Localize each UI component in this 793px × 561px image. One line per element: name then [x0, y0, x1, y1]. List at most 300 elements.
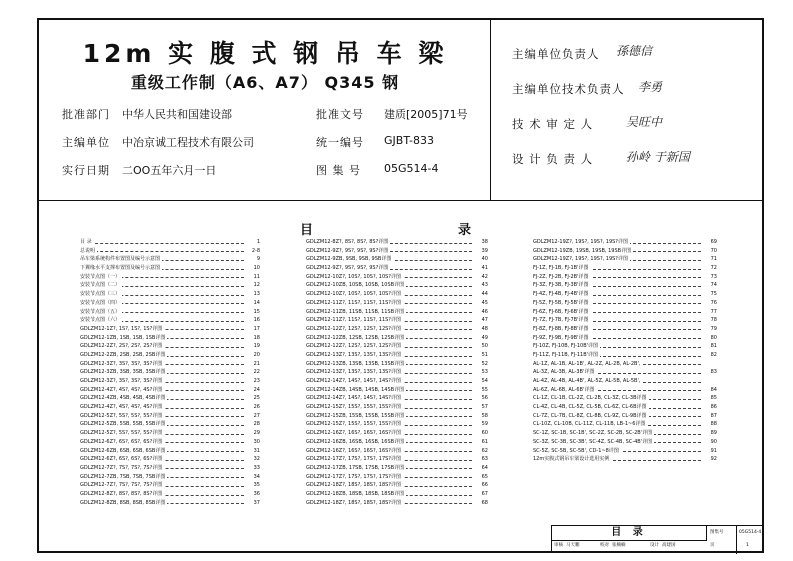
atlas-no: 05G514-4 [384, 162, 439, 175]
toc-entry-title: AL-1Z, AL-1B, AL-1B', AL-2Z, AL-2B, AL-2B', [533, 360, 641, 367]
toc-row [533, 308, 717, 317]
toc-entry-title: GDLZM12-13Z?, 13S?, 13S?, 13S?详图 [306, 369, 401, 376]
toc-entry-title: GDLZM12-9Z?, 9S?, 9S?, 9S?详图 [306, 265, 389, 272]
title-block-design-name: 高建国 [662, 543, 676, 548]
toc-row [80, 368, 260, 377]
toc-row [80, 290, 260, 299]
toc-entry-title: GDLZM12-19Z?, 19S?, 19S?, 19S?详图 [533, 256, 628, 263]
toc-title-left: 目 [300, 223, 314, 238]
toc-entry-page: 71 [703, 255, 717, 264]
toc-entry-title: AL-6Z, AL-6B, AL-6B'详图 [533, 386, 595, 393]
title-block-page-no: 1 [746, 543, 749, 548]
toc-row [80, 386, 260, 395]
title-block-atlas-label: 图集号 [710, 530, 724, 535]
toc-entry-page: 79 [703, 325, 717, 334]
toc-entry-title: GDLZM12-3Z?, 3S?, 3S?, 3S?详图 [80, 378, 163, 384]
toc-row [306, 290, 488, 299]
toc-entry-page: 1 [246, 238, 260, 247]
toc-entry-page: 58 [474, 412, 488, 421]
toc-row [80, 394, 260, 403]
toc-entry-page: 62 [474, 447, 488, 456]
toc-entry-title: GDLZM12-16ZB, 16SB, 16SB, 16SB详图 [306, 438, 405, 445]
toc-entry-page: 72 [703, 264, 717, 273]
toc-entry-title: GDLZM12-8Z?, 8S?, 8S?, 8S?详图 [80, 490, 163, 497]
toc-entry-page: 35 [246, 481, 260, 490]
toc-row [533, 299, 717, 308]
toc-row [306, 247, 488, 256]
toc-entry-title: GDLZM12-1Z?, 1S?, 1S?, 1S?详图 [80, 325, 163, 332]
resp-tech-signature: 李勇 [638, 80, 663, 94]
toc-row [533, 412, 717, 421]
toc-row [80, 412, 260, 421]
toc-entry-title: GDLZM12-12Z?, 12S?, 12S?, 12S?详图 [306, 325, 401, 332]
toc-entry-page: 16 [246, 316, 260, 325]
toc-entry-title: GDLZM12-5Z?, 5S?, 5S?, 5S?详图 [80, 412, 163, 419]
toc-row [306, 481, 488, 490]
toc-entry-title: CL-7Z, CL-7B, CL-8Z, CL-8B, CL-9Z, CL-9B详图 [533, 412, 647, 419]
toc-entry-title: GDLZM12-16Z?, 16S?, 16S?, 16S?详图 [306, 447, 401, 454]
toc-entry-page: 47 [474, 316, 488, 325]
toc-entry-page: 81 [703, 342, 717, 351]
toc-entry-title: AL-3Z, AL-3B, AL-3B'详图 [533, 369, 595, 376]
toc-row [533, 368, 717, 377]
resp-design-signature: 孙岭 于新国 [626, 150, 690, 164]
toc-row [533, 325, 717, 334]
toc-entry-title: GDLZM12-6Z?, 6S?, 6S?, 6S?详图 [80, 456, 163, 463]
toc-entry-page: 65 [474, 473, 488, 482]
toc-entry-title: 安装节点图（一） [80, 273, 121, 280]
toc-entry-title: GDLZM12-9ZB, 9SB, 9SB, 9SB详图 [306, 256, 392, 263]
toc-row [533, 420, 717, 429]
toc-entry-page: 42 [474, 273, 488, 282]
toc-entry-title: GDLZM12-4ZB, 4SB, 4SB, 4SB详图 [80, 395, 166, 402]
unified-no-label: 统一编号 [316, 136, 364, 149]
title-block-review-label: 审核 [554, 543, 563, 548]
resp-review-signature: 吴旺中 [626, 115, 663, 129]
toc-entry-page: 43 [474, 281, 488, 290]
toc-entry-page: 90 [703, 438, 717, 447]
toc-entry-title: GDLZM12-17Z?, 17S?, 17S?, 17S?详图 [306, 456, 401, 463]
toc-column-2 [306, 238, 488, 507]
toc-row [80, 325, 260, 334]
toc-row [306, 255, 488, 264]
toc-row [80, 316, 260, 325]
toc-row [80, 264, 260, 273]
toc-row [80, 351, 260, 360]
impl-date-label: 实行日期 [62, 164, 110, 177]
resp-chief-label: 主编单位负责人 [512, 47, 600, 61]
toc-entry-page: 41 [474, 264, 488, 273]
toc-entry-page: 36 [246, 490, 260, 499]
toc-leader [80, 243, 244, 244]
title-block-design-label: 设计 [650, 543, 659, 548]
toc-entry-page: 60 [474, 429, 488, 438]
toc-row [306, 438, 488, 447]
toc-entry-page: 75 [703, 290, 717, 299]
toc-entry-title: FJ-10Z, FJ-10B, FJ-10B'详图 [533, 343, 599, 350]
toc-row [533, 334, 717, 343]
toc-entry-title: GDLZM12-6ZB, 6SB, 6SB, 6SB详图 [80, 447, 166, 454]
toc-row [533, 386, 717, 395]
toc-row [80, 308, 260, 317]
toc-row [306, 264, 488, 273]
toc-entry-page: 34 [246, 473, 260, 482]
toc-entry-title: GDLZM12-9Z?, 9S?, 9S?, 9S?详图 [306, 247, 389, 254]
toc-row [306, 490, 488, 499]
toc-entry-title: FJ-3Z, FJ-3B, FJ-3B'详图 [533, 282, 589, 289]
toc-entry-title: GDLZM12-6Z?, 6S?, 6S?, 6S?详图 [80, 438, 163, 445]
atlas-title: 12m 实 腹 式 钢 吊 车 梁 [82, 39, 448, 68]
toc-entry-title: SC-3Z, SC-3B, SC-3B', SC-4Z, SC-4B, SC-4B'详图 [533, 438, 653, 445]
toc-entry-page: 19 [246, 342, 260, 351]
toc-entry-page: 54 [474, 377, 488, 386]
toc-entry-title: 安装节点图（四） [80, 299, 121, 306]
toc-entry-title: AL-4Z, AL-4B, AL-4B', AL-5Z, AL-5B, AL-5B', [533, 378, 641, 384]
toc-entry-page: 27 [246, 412, 260, 421]
toc-row [80, 255, 260, 264]
toc-entry-page: 77 [703, 308, 717, 317]
toc-entry-page: 39 [474, 247, 488, 256]
toc-entry-page: 63 [474, 455, 488, 464]
toc-row [306, 386, 488, 395]
toc-entry-page: 89 [703, 429, 717, 438]
toc-row [306, 273, 488, 282]
toc-entry-title: GDLZM12-1ZB, 1SB, 1SB, 1SB详图 [80, 334, 166, 341]
toc-entry-page: 92 [703, 455, 717, 464]
toc-entry-page: 45 [474, 299, 488, 308]
toc-leader [80, 251, 244, 252]
resp-review-label: 技 术 审 定 人 [512, 117, 594, 131]
toc-entry-title: GDLZM12-10Z?, 10S?, 10S?, 10S?详图 [306, 291, 401, 298]
toc-entry-title: 总说明 [80, 247, 96, 254]
toc-entry-title: GDLZM12-2Z?, 2S?, 2S?, 2S?详图 [80, 343, 163, 350]
approve-doc: 建质[2005]71号 [384, 108, 468, 121]
toc-row [80, 247, 260, 256]
toc-row [80, 377, 260, 386]
toc-entry-page: 15 [246, 308, 260, 317]
toc-entry-title: CL-1Z, CL-1B, CL-2Z, CL-2B, CL-3Z, CL-3B详图 [533, 395, 647, 402]
toc-entry-page: 22 [246, 368, 260, 377]
toc-row [533, 316, 717, 325]
toc-entry-title: GDLZM12-13ZB, 13SB, 13SB, 13SB详图 [306, 360, 405, 367]
toc-entry-page: 82 [703, 351, 717, 360]
toc-entry-page: 28 [246, 420, 260, 429]
header-divider [37, 200, 764, 201]
toc-entry-page: 49 [474, 334, 488, 343]
toc-row [306, 464, 488, 473]
toc-entry-title: GDLZM12-5ZB, 5SB, 5SB, 5SB详图 [80, 421, 166, 428]
toc-entry-title: GDLZM12-15ZB, 15SB, 15SB, 15SB详图 [306, 412, 405, 419]
toc-row [80, 238, 260, 247]
toc-row [533, 342, 717, 351]
toc-entry-title: FJ-6Z, FJ-6B, FJ-6B'详图 [533, 308, 589, 315]
toc-entry-title: GDLZM12-7Z?, 7S?, 7S?, 7S?详图 [80, 464, 163, 471]
toc-entry-page: 76 [703, 299, 717, 308]
toc-entry-page: 46 [474, 308, 488, 317]
toc-column-3 [533, 238, 717, 464]
toc-entry-page: 66 [474, 481, 488, 490]
toc-entry-title: FJ-1Z, FJ-1B, FJ-1B'详图 [533, 265, 589, 272]
toc-entry-page: 51 [474, 351, 488, 360]
toc-entry-page: 17 [246, 325, 260, 334]
toc-entry-title: GDLZM12-8ZB, 8SB, 8SB, 8SB详图 [80, 499, 166, 506]
toc-entry-page: 31 [246, 447, 260, 456]
toc-row [80, 429, 260, 438]
toc-entry-page: 61 [474, 438, 488, 447]
toc-row [80, 403, 260, 412]
toc-row [80, 464, 260, 473]
toc-row [306, 299, 488, 308]
toc-entry-page: 56 [474, 394, 488, 403]
toc-entry-page: 88 [703, 420, 717, 429]
toc-row [306, 420, 488, 429]
toc-entry-title: CL-10Z, CL-10B, CL-11Z, CL-11B, LB-1~6详图 [533, 421, 646, 428]
toc-entry-title: GDLZM12-10ZB, 10SB, 10SB, 10SB详图 [306, 282, 405, 289]
toc-entry-title: FJ-5Z, FJ-5B, FJ-5B'详图 [533, 299, 589, 306]
toc-entry-page: 50 [474, 342, 488, 351]
toc-row [80, 481, 260, 490]
toc-row [533, 290, 717, 299]
toc-entry-title: GDLZM12-4Z?, 4S?, 4S?, 4S?详图 [80, 404, 163, 411]
toc-entry-page: 9 [246, 255, 260, 264]
toc-row [533, 403, 717, 412]
resp-design-label: 设 计 负 责 人 [512, 152, 594, 166]
atlas-no-label: 图 集 号 [316, 164, 361, 177]
toc-row [306, 473, 488, 482]
toc-row [306, 281, 488, 290]
toc-entry-page: 32 [246, 455, 260, 464]
toc-row [306, 325, 488, 334]
toc-entry-page: 86 [703, 403, 717, 412]
toc-entry-title: FJ-11Z, FJ-11B, FJ-11B'详图 [533, 351, 599, 358]
toc-entry-title: FJ-2Z, FJ-2B, FJ-2B'详图 [533, 273, 589, 280]
toc-row [306, 403, 488, 412]
toc-entry-title: 安装节点图（三） [80, 291, 121, 298]
toc-entry-title: 吊车梁系统构件布置图及编号示意图 [80, 256, 161, 263]
toc-entry-page: 38 [474, 238, 488, 247]
toc-entry-page: 12 [246, 281, 260, 290]
toc-row [306, 308, 488, 317]
toc-entry-title: GDLZM12-8Z?, 8S?, 8S?, 8S?详图 [306, 239, 389, 245]
editor-unit-label: 主编单位 [62, 136, 110, 149]
toc-entry-title: SC-1Z, SC-1B, SC-1B', SC-2Z, SC-2B, SC-2B'详图 [533, 430, 653, 437]
toc-entry-title: GDLZM12-12ZB, 12SB, 12SB, 12SB详图 [306, 334, 405, 341]
toc-entry-title: GDLZM12-11Z?, 11S?, 11S?, 11S?详图 [306, 317, 401, 324]
unified-no: GJBT-833 [384, 134, 434, 147]
toc-entry-title: GDLZM12-5Z?, 5S?, 5S?, 5S?详图 [80, 430, 163, 437]
toc-entry-page: 40 [474, 255, 488, 264]
toc-entry-title: GDLZM12-18Z?, 18S?, 18S?, 18S?详图 [306, 482, 401, 489]
toc-row [80, 273, 260, 282]
toc-row [306, 447, 488, 456]
impl-date: 二OO五年六月一日 [122, 164, 217, 177]
title-block-atlas-no: 05G514-4 [739, 530, 762, 535]
toc-row [306, 238, 488, 247]
toc-entry-title: FJ-7Z, FJ-7B, FJ-7B'详图 [533, 317, 589, 324]
toc-row [533, 273, 717, 282]
toc-entry-title: GDLZM12-18Z?, 18S?, 18S?, 18S?详图 [306, 499, 401, 506]
toc-entry-title: GDLZM12-3Z?, 3S?, 3S?, 3S?详图 [80, 360, 163, 367]
toc-row [80, 281, 260, 290]
toc-row [306, 455, 488, 464]
title-block-check-label: 校对 [600, 543, 609, 548]
toc-entry-page: 48 [474, 325, 488, 334]
toc-entry-page: 91 [703, 447, 717, 456]
toc-entry-page: 78 [703, 316, 717, 325]
toc-row [80, 490, 260, 499]
toc-entry-title: GDLZM12-17ZB, 17SB, 17SB, 17SB详图 [306, 464, 405, 471]
toc-row [533, 438, 717, 447]
toc-entry-title: GDLZM12-3ZB, 3SB, 3SB, 3SB详图 [80, 369, 166, 376]
toc-entry-title: GDLZM12-19ZB, 19SB, 19SB, 19SB详图 [533, 247, 632, 254]
toc-entry-page: 87 [703, 412, 717, 421]
toc-entry-page: 69 [703, 238, 717, 247]
toc-entry-page: 2-8 [246, 247, 260, 256]
toc-row [80, 455, 260, 464]
toc-entry-page: 74 [703, 281, 717, 290]
toc-row [80, 420, 260, 429]
toc-row [306, 499, 488, 508]
toc-entry-page: 10 [246, 264, 260, 273]
toc-entry-title: GDLZM12-14ZB, 14SB, 14SB, 14SB详图 [306, 386, 405, 393]
editor-unit: 中冶京诚工程技术有限公司 [122, 136, 254, 149]
toc-entry-page: 29 [246, 429, 260, 438]
toc-entry-page: 80 [703, 334, 717, 343]
toc-entry-title: GDLZM12-14Z?, 14S?, 14S?, 14S?详图 [306, 395, 401, 402]
atlas-subtitle: 重级工作制（A6、A7） Q345 钢 [130, 73, 400, 92]
approve-doc-label: 批准文号 [316, 108, 364, 121]
toc-entry-page: 24 [246, 386, 260, 395]
resp-chief-signature: 孫德信 [616, 44, 653, 58]
toc-entry-title: GDLZM12-16Z?, 16S?, 16S?, 16S?详图 [306, 430, 401, 437]
toc-entry-title: GDLZM12-4Z?, 4S?, 4S?, 4S?详图 [80, 386, 163, 393]
toc-entry-page: 44 [474, 290, 488, 299]
toc-row [306, 351, 488, 360]
toc-row [306, 342, 488, 351]
toc-entry-page: 55 [474, 386, 488, 395]
toc-entry-page: 70 [703, 247, 717, 256]
toc-row [533, 351, 717, 360]
toc-entry-title: GDLZM12-13Z?, 13S?, 13S?, 13S?详图 [306, 351, 401, 358]
resp-tech-label: 主编单位技术负责人 [512, 82, 625, 96]
toc-row [80, 499, 260, 508]
toc-row [80, 360, 260, 369]
toc-entry-title: 12m实腹式钢吊车梁设计选用实例 [533, 456, 610, 463]
toc-entry-page: 84 [703, 386, 717, 395]
toc-entry-page: 83 [703, 368, 717, 377]
toc-entry-page: 20 [246, 351, 260, 360]
toc-entry-page: 26 [246, 403, 260, 412]
toc-entry-title: GDLZM12-2ZB, 2SB, 2SB, 2SB详图 [80, 351, 166, 358]
title-block-page-label: 页 [710, 543, 715, 548]
toc-entry-title: GDLZM12-17Z?, 17S?, 17S?, 17S?详图 [306, 473, 401, 480]
toc-row [80, 334, 260, 343]
toc-row [533, 455, 717, 464]
toc-row [306, 377, 488, 386]
toc-entry-page: 52 [474, 360, 488, 369]
toc-entry-title: GDLZM12-11ZB, 11SB, 11SB, 11SB详图 [306, 308, 405, 315]
toc-entry-page: 59 [474, 420, 488, 429]
toc-entry-page: 33 [246, 464, 260, 473]
toc-entry-title: GDLZM12-7Z?, 7S?, 7S?, 7S?详图 [80, 482, 163, 489]
header-vertical-divider [490, 18, 491, 200]
toc-column-1 [80, 238, 260, 507]
toc-entry-title: 安装节点图（二） [80, 282, 121, 289]
toc-entry-page: 68 [474, 499, 488, 508]
toc-entry-page: 57 [474, 403, 488, 412]
toc-row [80, 342, 260, 351]
toc-entry-page: 14 [246, 299, 260, 308]
toc-entry-title: GDLZM12-15Z?, 15S?, 15S?, 15S?详图 [306, 404, 401, 411]
toc-entry-title: 下翼缘水平支撑布置图及编号示意图 [80, 265, 161, 272]
toc-row [533, 238, 717, 247]
toc-entry-title: 安装节点图（六） [80, 317, 121, 324]
title-block-check-name: 张楠楠 [612, 543, 626, 548]
title-block-review-name: 马天鹏 [566, 543, 580, 548]
toc-entry-page: 64 [474, 464, 488, 473]
toc-entry-title: GDLZM12-14Z?, 14S?, 14S?, 14S?详图 [306, 378, 401, 384]
toc-entry-page: 67 [474, 490, 488, 499]
toc-row [306, 368, 488, 377]
toc-row [533, 377, 717, 386]
toc-row [306, 334, 488, 343]
toc-entry-title: GDLZM12-11Z?, 11S?, 11S?, 11S?详图 [306, 299, 401, 306]
toc-row [80, 473, 260, 482]
toc-row [80, 447, 260, 456]
title-block-name: 目 录 [552, 526, 707, 541]
toc-entry-title: GDLZM12-12Z?, 12S?, 12S?, 12S?详图 [306, 343, 401, 350]
toc-entry-title: SC-5Z, SC-5B, SC-5B', CD-1~8详图 [533, 447, 619, 454]
toc-row [306, 429, 488, 438]
toc-entry-title: FJ-8Z, FJ-8B, FJ-8B'详图 [533, 325, 589, 332]
toc-entry-title: FJ-9Z, FJ-9B, FJ-9B'详图 [533, 334, 589, 341]
toc-entry-title: GDLZM12-18ZB, 18SB, 18SB, 18SB详图 [306, 490, 405, 497]
toc-entry-page: 25 [246, 394, 260, 403]
toc-entry-title: GDLZM12-7ZB, 7SB, 7SB, 7SB详图 [80, 473, 166, 480]
toc-entry-title: 安装节点图（五） [80, 308, 121, 315]
toc-entry-page: 85 [703, 394, 717, 403]
toc-entry-page: 23 [246, 377, 260, 386]
toc-entry-page: 30 [246, 438, 260, 447]
approve-dept-label: 批准部门 [62, 108, 110, 121]
toc-entry-title: 目 录 [80, 239, 92, 245]
toc-row [533, 447, 717, 456]
toc-entry-page: 18 [246, 334, 260, 343]
toc-entry-title: CL-4Z, CL-4B, CL-5Z, CL-5B, CL-6Z, CL-6B详图 [533, 404, 647, 411]
toc-entry-page: 11 [246, 273, 260, 282]
approve-dept: 中华人民共和国建设部 [122, 108, 232, 121]
toc-row [533, 247, 717, 256]
toc-row [80, 438, 260, 447]
toc-row [306, 412, 488, 421]
toc-row [533, 255, 717, 264]
toc-entry-title: GDLZM12-15Z?, 15S?, 15S?, 15S?详图 [306, 421, 401, 428]
toc-entry-page: 21 [246, 360, 260, 369]
toc-entry-page: 13 [246, 290, 260, 299]
toc-entry-page: 37 [246, 499, 260, 508]
toc-row [533, 360, 717, 369]
title-block [551, 525, 764, 553]
toc-row [533, 429, 717, 438]
toc-title-right: 录 [458, 223, 472, 238]
toc-entry-page: 53 [474, 368, 488, 377]
toc-entry-title: FJ-4Z, FJ-4B, FJ-4B'详图 [533, 291, 589, 298]
toc-entry-title: GDLZM12-19Z?, 19S?, 19S?, 19S?详图 [533, 239, 628, 245]
toc-row [306, 360, 488, 369]
toc-entry-page: 73 [703, 273, 717, 282]
toc-row [533, 281, 717, 290]
toc-row [533, 394, 717, 403]
